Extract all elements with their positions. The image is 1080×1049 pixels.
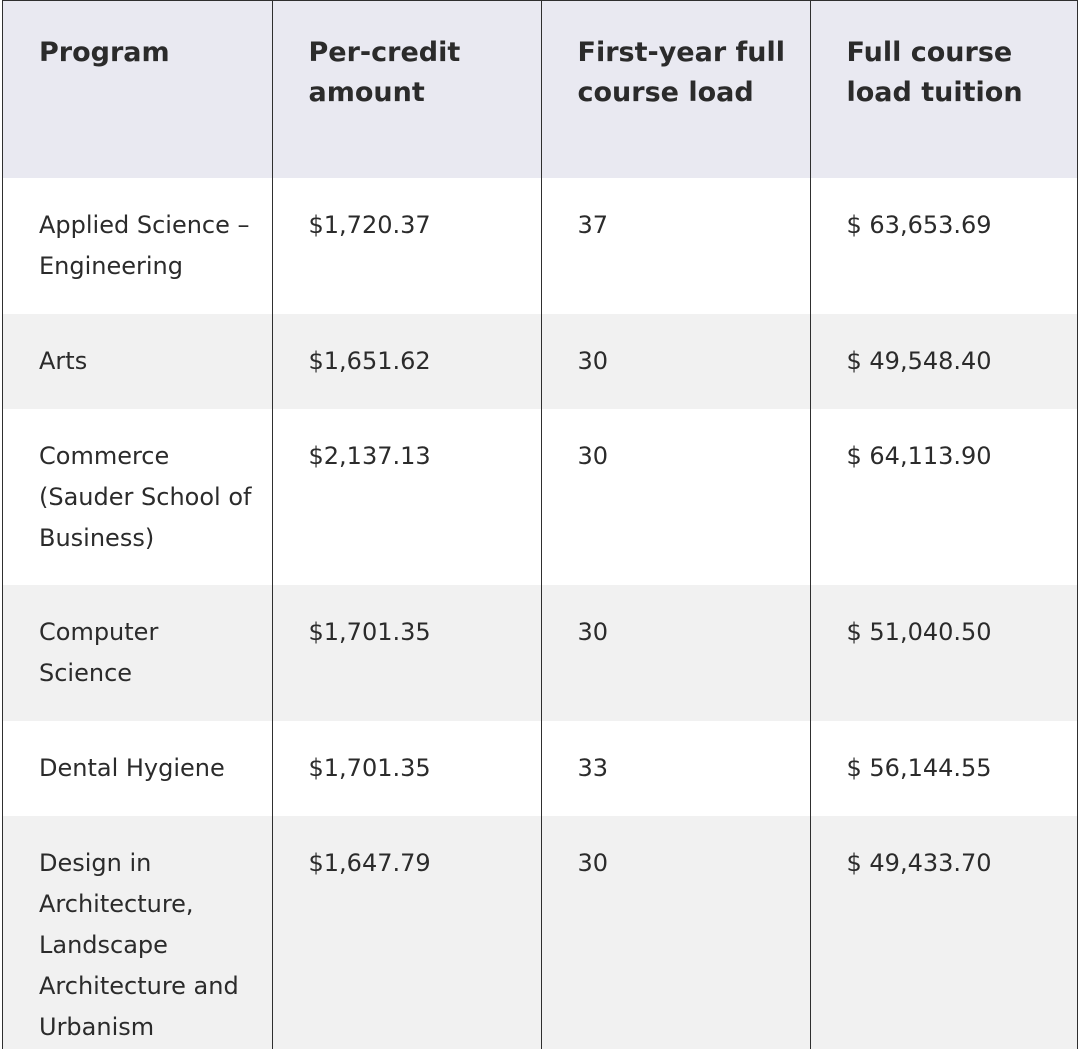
header-program: Program — [3, 1, 272, 178]
table-row — [3, 409, 1077, 585]
cell-credits: 30 — [541, 585, 810, 721]
table-row — [3, 585, 1077, 721]
cell-credits: 30 — [541, 314, 810, 409]
tuition-table — [3, 1, 1077, 1049]
table-row — [3, 178, 1077, 314]
cell-tuition: $ 49,548.40 — [810, 314, 1077, 409]
cell-per-credit: $1,701.35 — [272, 721, 541, 816]
cell-program: Arts — [3, 314, 272, 409]
cell-tuition: $ 56,144.55 — [810, 721, 1077, 816]
header-full-course-load-tuition: Full course load tuition — [810, 1, 1077, 178]
cell-program: Computer Science — [3, 585, 272, 721]
cell-per-credit: $2,137.13 — [272, 409, 541, 585]
cell-tuition: $ 49,433.70 — [810, 816, 1077, 1049]
table-row — [3, 816, 1077, 1049]
table-header — [3, 1, 1077, 178]
cell-program: Dental Hygiene — [3, 721, 272, 816]
table-row — [3, 721, 1077, 816]
cell-per-credit: $1,701.35 — [272, 585, 541, 721]
cell-tuition: $ 64,113.90 — [810, 409, 1077, 585]
cell-tuition: $ 51,040.50 — [810, 585, 1077, 721]
cell-credits: 30 — [541, 816, 810, 1049]
cell-credits: 30 — [541, 409, 810, 585]
cell-program: Commerce (Sauder School of Business) — [3, 409, 272, 585]
cell-per-credit: $1,651.62 — [272, 314, 541, 409]
header-row — [3, 1, 1077, 178]
cell-program: Applied Science – Engineering — [3, 178, 272, 314]
header-per-credit-amount: Per-credit amount — [272, 1, 541, 178]
table-row — [3, 314, 1077, 409]
table-body — [3, 178, 1077, 1049]
cell-tuition: $ 63,653.69 — [810, 178, 1077, 314]
tuition-table-frame — [2, 0, 1078, 1049]
cell-credits: 33 — [541, 721, 810, 816]
cell-per-credit: $1,647.79 — [272, 816, 541, 1049]
cell-credits: 37 — [541, 178, 810, 314]
header-first-year-course-load: First-year full course load — [541, 1, 810, 178]
cell-per-credit: $1,720.37 — [272, 178, 541, 314]
cell-program: Design in Architecture, Landscape Architecture and Urbanism — [3, 816, 272, 1049]
